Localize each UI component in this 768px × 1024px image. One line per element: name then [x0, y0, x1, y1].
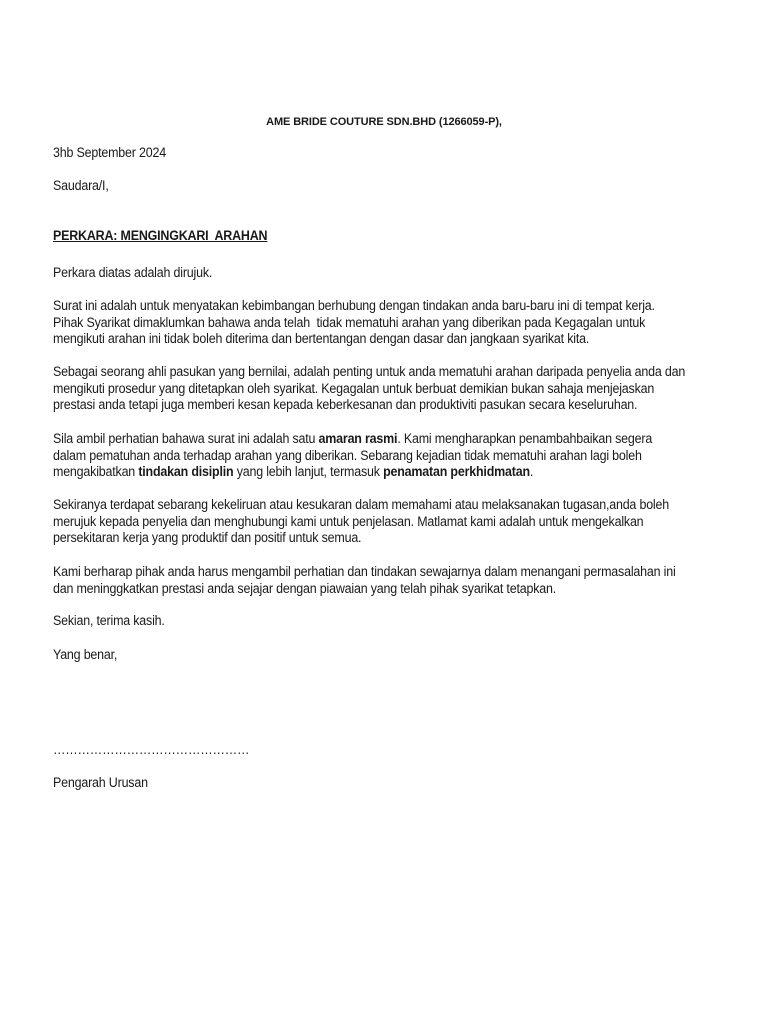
signatory-title: Pengarah Urusan [53, 775, 148, 790]
closing-thanks: Sekian, terima kasih. [53, 613, 165, 628]
paragraph-clarification: Sekiranya terdapat sebarang kekeliruan atau kesukaran dalam memahami atau melaksanakan tugasan,anda boleh merujuk kepada penyelia dan menghubungi kami untuk penjelasan. Matlamat kami adalah untuk mengekalkan persekitaran kerja yang produktif dan positif untuk semua. [53, 497, 669, 546]
signature-line: ………………………………………… [53, 742, 250, 757]
warning-text-3: yang lebih lanjut, termasuk [233, 464, 384, 480]
paragraph-expectation: Kami berharap pihak anda harus mengambil perhatian dan tindakan sewajarnya dalam menangani permasalahan ini dan meninggkatkan prestasi anda sejajar dengan piawaian yang telah pihak syarikat tetapkan. [53, 564, 676, 596]
subject-text: PERKARA: MENGINGKARI ARAHAN [53, 228, 268, 243]
warning-text-1: Sila ambil perhatian bahawa surat ini adalah satu [53, 431, 319, 446]
subject-line [53, 228, 685, 245]
intro-paragraph: Perkara diatas adalah dirujuk. [53, 265, 213, 280]
letter-date: 3hb September 2024 [53, 145, 166, 160]
company-name: AME BRIDE COUTURE SDN.BHD (1266059-P), [266, 116, 502, 128]
warning-text-2: . Kami mengharapkan penambahbaikan segera dalam pematuhan anda terhadap arahan yang diberikan. Sebarang kejadian tidak mematuhi arahan lagi boleh mengakibatkan [53, 431, 653, 480]
paragraph-compliance: Sebagai seorang ahli pasukan yang bernilai, adalah penting untuk anda mematuhi arahan daripada penyelia anda dan mengikuti prosedur yang ditetapkan oleh syarikat. Kegagalan untuk berbuat demikian bukan sahaja menjejaskan prestasi anda tetapi juga memberi kesan kepada keberkesanan dan produktiviti pasukan secara keseluruhan. [53, 364, 686, 413]
warning-text-4: . [529, 464, 534, 480]
warning-emphasis-discipline: tindakan disiplin [138, 464, 234, 480]
salutation: Saudara/I, [53, 178, 109, 193]
closing-yours: Yang benar, [53, 647, 118, 662]
paragraph-warning [53, 431, 685, 481]
warning-emphasis-official: amaran rasmi [318, 431, 398, 446]
warning-emphasis-termination: penamatan perkhidmatan [383, 464, 530, 480]
paragraph-concern: Surat ini adalah untuk menyatakan kebimbangan berhubung dengan tindakan anda baru-baru ini di tempat kerja. Pihak Syarikat dimaklumkan bahawa anda telah tidak mematuhi arahan yang diberikan pada Kegagalan untuk mengikuti arahan ini tidak boleh diterima dan bertentangan dengan dasar dan jangkaan syarikat kita. [53, 298, 659, 347]
